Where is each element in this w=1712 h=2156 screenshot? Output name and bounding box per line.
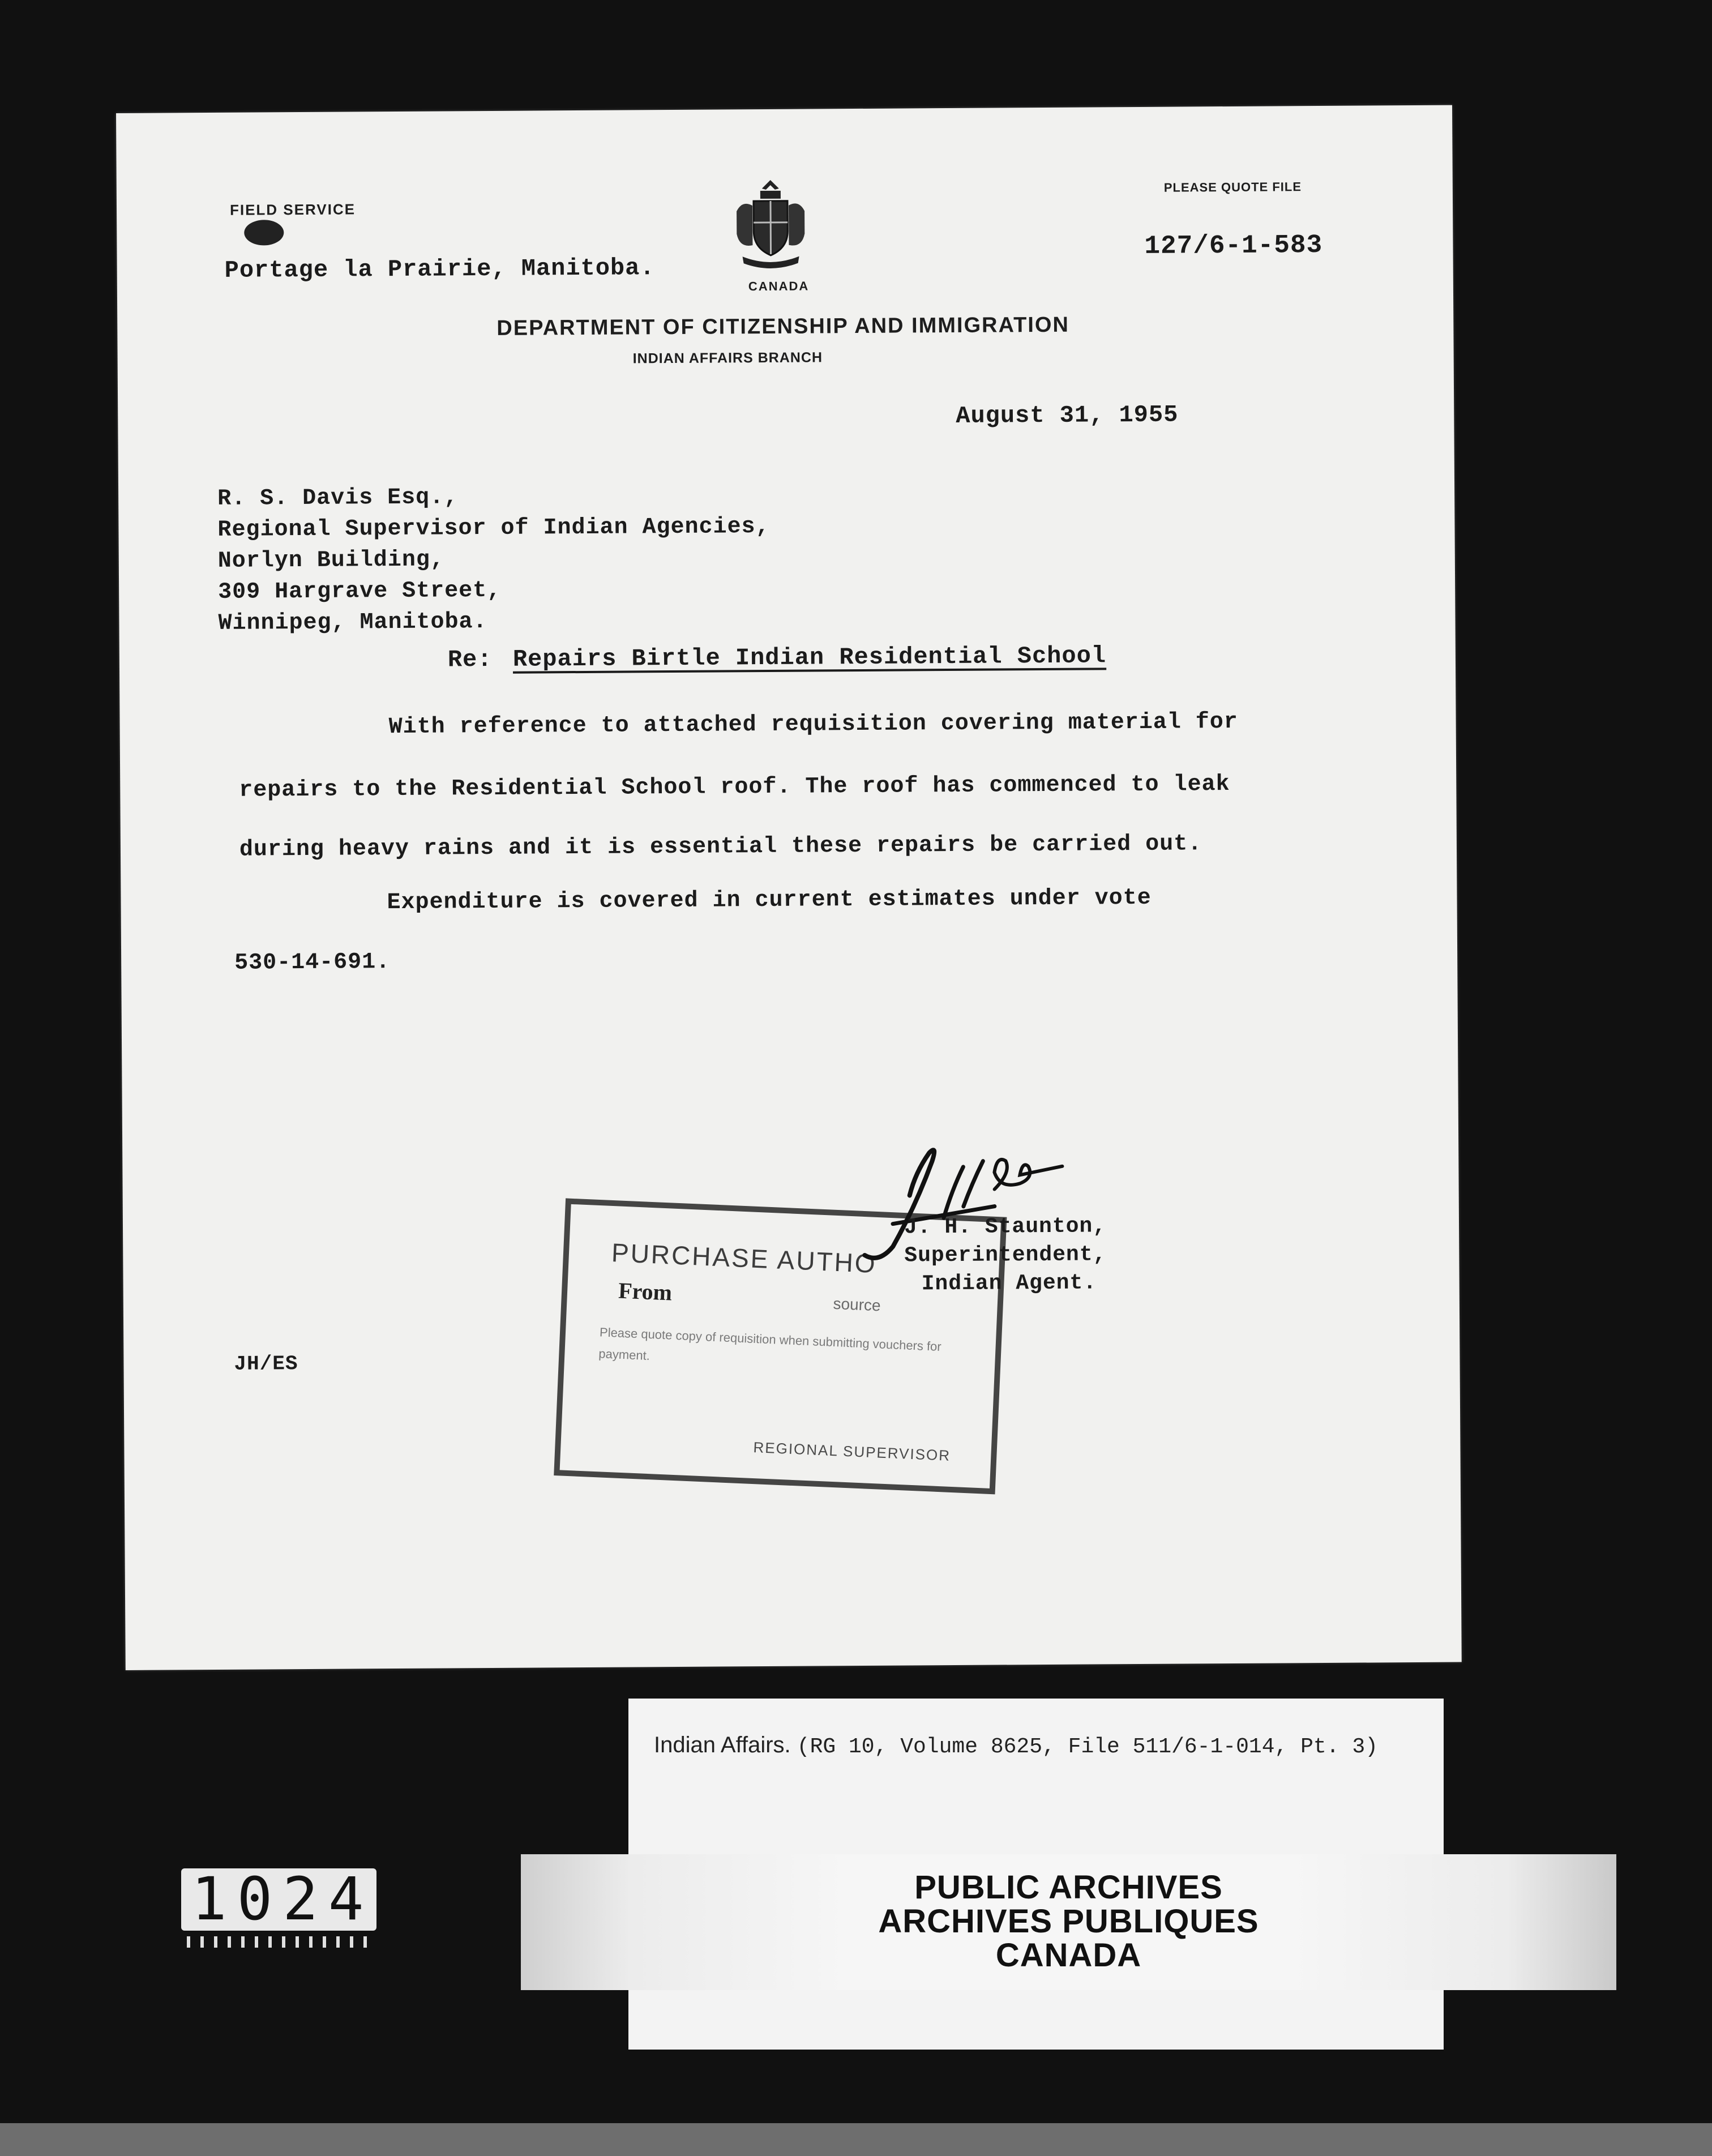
frame-tick-marks bbox=[187, 1936, 374, 1948]
crest-label: CANADA bbox=[748, 279, 810, 294]
frame-counter bbox=[181, 1864, 376, 1933]
film-edge bbox=[0, 2123, 1712, 2156]
signer-title: Superintendent, bbox=[904, 1242, 1107, 1268]
body-line: Expenditure is covered in current estimates under vote bbox=[387, 885, 1152, 916]
subject-label: Re: bbox=[447, 645, 493, 674]
stamp-signer: REGIONAL SUPERVISOR bbox=[753, 1439, 951, 1464]
recipient-line: Regional Supervisor of Indian Agencies, bbox=[217, 514, 770, 543]
canada-coat-of-arms-icon bbox=[731, 177, 811, 274]
recipient-line: Norlyn Building, bbox=[217, 547, 445, 574]
subject-line: Repairs Birtle Indian Residential School bbox=[512, 642, 1107, 673]
typist-initials: JH/ES bbox=[234, 1352, 298, 1376]
archive-label-band bbox=[521, 1854, 1616, 1990]
body-line: With reference to attached requisition covering material for bbox=[388, 709, 1238, 741]
archive-name: CANADA bbox=[995, 1937, 1142, 1974]
archive-name: PUBLIC ARCHIVES bbox=[914, 1869, 1223, 1906]
department-heading: DEPARTMENT OF CITIZENSHIP AND IMMIGRATION bbox=[497, 313, 1070, 340]
archive-collection: Indian Affairs. bbox=[654, 1732, 791, 1757]
sender-location: Portage la Prairie, Manitoba. bbox=[224, 254, 655, 284]
stamp-source: source bbox=[832, 1294, 881, 1315]
archive-reference bbox=[654, 1732, 1378, 1759]
archive-name: ARCHIVES PUBLIQUES bbox=[878, 1903, 1259, 1940]
recipient-line: 309 Hargrave Street, bbox=[218, 578, 502, 605]
recipient-line: Winnipeg, Manitoba. bbox=[218, 609, 487, 636]
recipient-line: R. S. Davis Esq., bbox=[217, 485, 459, 512]
body-line: repairs to the Residential School roof. The roof has commenced to leak bbox=[239, 772, 1230, 803]
frame-number: 1024 bbox=[191, 1864, 374, 1933]
signer-name: J. H. Staunton, bbox=[904, 1214, 1107, 1240]
please-quote-label: PLEASE QUOTE FILE bbox=[1163, 179, 1302, 195]
stamp-from: From bbox=[618, 1277, 673, 1306]
stamp-note: Please quote copy of requisition when submitting vouchers for payment. bbox=[598, 1325, 942, 1363]
body-line: 530-14-691. bbox=[234, 949, 391, 976]
body-line: during heavy rains and it is essential these repairs be carried out. bbox=[239, 831, 1202, 863]
ink-smudge bbox=[244, 220, 284, 245]
branch-heading: INDIAN AFFAIRS BRANCH bbox=[632, 349, 823, 367]
file-number: 127/6-1-583 bbox=[1144, 230, 1323, 261]
archive-citation: (RG 10, Volume 8625, File 511/6-1-014, Pt. 3) bbox=[797, 1735, 1378, 1759]
field-service-label: FIELD SERVICE bbox=[229, 200, 356, 219]
stamp-title: PURCHASE AUTHO bbox=[611, 1237, 878, 1278]
letter-page bbox=[116, 105, 1462, 1670]
letter-date: August 31, 1955 bbox=[956, 401, 1179, 430]
signer-title: Indian Agent. bbox=[921, 1270, 1097, 1297]
